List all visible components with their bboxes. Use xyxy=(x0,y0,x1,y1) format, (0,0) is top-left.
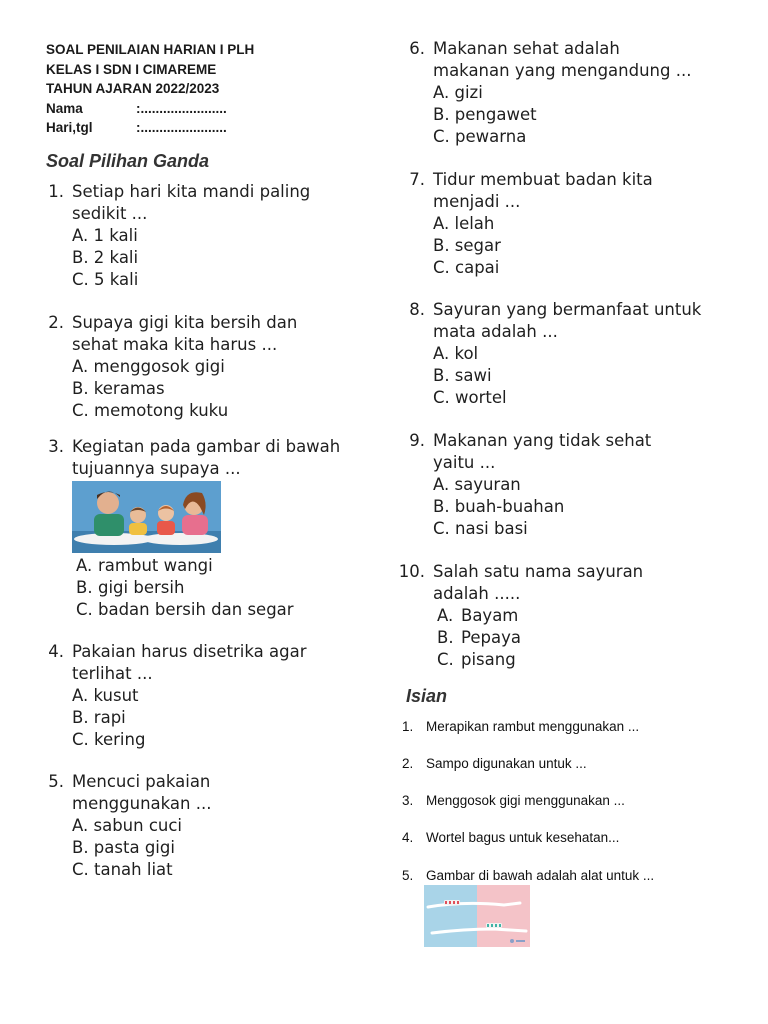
question-number: 6. xyxy=(409,39,425,58)
question-text: Setiap hari kita mandi paling xyxy=(72,182,311,201)
school-year: TAHUN AJARAN 2022/2023 xyxy=(46,81,220,96)
question-6 xyxy=(400,38,691,148)
exam-title: SOAL PENILAIAN HARIAN I PLH xyxy=(46,42,255,57)
option-a: A. rambut wangi xyxy=(76,556,213,575)
question-number: 7. xyxy=(409,170,425,189)
question-number: 1. xyxy=(48,182,64,201)
option-a: A. sayuran xyxy=(433,475,521,494)
fill-number: 2. xyxy=(402,756,414,771)
question-7 xyxy=(400,169,653,279)
question-3 xyxy=(46,436,340,480)
question-text: sedikit ... xyxy=(72,204,148,223)
option-c: C. nasi basi xyxy=(433,519,528,538)
question-text: terlihat ... xyxy=(72,664,153,683)
question-text: Salah satu nama sayuran xyxy=(433,562,644,581)
question-text: yaitu ... xyxy=(433,453,496,472)
date-label: Hari,tgl xyxy=(46,120,93,135)
question-text: makanan yang mengandung ... xyxy=(433,61,692,80)
question-number: 4. xyxy=(48,642,64,661)
section-multiple-choice: Soal Pilihan Ganda xyxy=(46,151,210,171)
option-c: C. capai xyxy=(433,258,500,277)
question-text: Tidur membuat badan kita xyxy=(433,170,653,189)
fill-number: 4. xyxy=(402,830,414,845)
option-c: C. 5 kali xyxy=(72,270,139,289)
option-b: B. rapi xyxy=(72,708,126,727)
fill-item-4 xyxy=(402,830,619,845)
question-5 xyxy=(46,771,211,881)
question-number: 10. xyxy=(398,562,425,581)
option-a: A. sabun cuci xyxy=(72,816,183,835)
option-b: B. pasta gigi xyxy=(72,838,175,857)
option-a: A. kol xyxy=(433,344,479,363)
question-number: 9. xyxy=(409,431,425,450)
name-row xyxy=(46,99,254,119)
option-b: B. sawi xyxy=(433,366,492,385)
name-label: Nama xyxy=(46,100,83,116)
class-school: KELAS I SDN I CIMAREME xyxy=(46,61,217,77)
question-10 xyxy=(396,561,643,671)
fill-text: Wortel bagus untuk kesehatan... xyxy=(426,830,620,845)
question-text: Makanan yang tidak sehat xyxy=(433,431,652,450)
question-text: mata adalah ... xyxy=(433,322,558,341)
fill-item-1 xyxy=(402,719,639,734)
option-a: A. menggosok gigi xyxy=(72,357,225,376)
question-number: 3. xyxy=(48,437,64,456)
fill-text: Menggosok gigi menggunakan ... xyxy=(426,793,625,808)
option-a: A. lelah xyxy=(433,214,495,233)
fill-number: 3. xyxy=(402,793,414,808)
question-text: Makanan sehat adalah xyxy=(433,39,620,58)
fill-text: Merapikan rambut menggunakan ... xyxy=(426,719,640,734)
option-c: C. kering xyxy=(72,730,146,749)
name-field: :....................... xyxy=(136,100,227,116)
option-c: C. pewarna xyxy=(433,127,527,146)
option-a: A. gizi xyxy=(433,83,483,102)
question-number: 8. xyxy=(409,300,425,319)
option-b: B. 2 kali xyxy=(72,248,139,267)
fill-item-3 xyxy=(402,793,625,808)
question-text: menggunakan ... xyxy=(72,794,212,813)
date-row xyxy=(46,118,254,138)
option-c: C. tanah liat xyxy=(72,860,173,879)
option-b: B. segar xyxy=(433,236,501,255)
question-4 xyxy=(46,641,307,751)
option-b: B. pengawet xyxy=(433,105,537,124)
option-c: C. pisang xyxy=(437,650,516,669)
question-text: Pakaian harus disetrika agar xyxy=(72,642,307,661)
fill-text: Gambar di bawah adalah alat untuk ... xyxy=(426,868,655,883)
family-brushing-teeth-photo xyxy=(72,481,221,553)
question-text: tujuannya supaya ... xyxy=(72,459,241,478)
question-text: Supaya gigi kita bersih dan xyxy=(72,313,298,332)
fill-item-5 xyxy=(402,868,654,883)
exam-header xyxy=(46,40,254,138)
option-b: B. keramas xyxy=(72,379,165,398)
question-number: 5. xyxy=(48,772,64,791)
question-text: Mencuci pakaian xyxy=(72,772,211,791)
option-c: C. memotong kuku xyxy=(72,401,229,420)
fill-number: 5. xyxy=(402,868,414,883)
option-b: B. buah-buahan xyxy=(433,497,565,516)
option-c: C. wortel xyxy=(433,388,507,407)
toothbrushes-photo xyxy=(424,885,530,947)
option-c: C. badan bersih dan segar xyxy=(76,600,294,619)
section-fill-in: Isian xyxy=(406,686,448,706)
question-1 xyxy=(46,181,310,291)
option-b: B. Pepaya xyxy=(437,628,521,647)
fill-number: 1. xyxy=(402,719,414,734)
fill-item-2 xyxy=(402,756,587,771)
question-2 xyxy=(46,312,297,422)
fill-text: Sampo digunakan untuk ... xyxy=(426,756,587,771)
option-a: A. 1 kali xyxy=(72,226,138,245)
question-9 xyxy=(400,430,651,540)
question-text: Sayuran yang bermanfaat untuk xyxy=(433,300,702,319)
question-text: sehat maka kita harus ... xyxy=(72,335,278,354)
question-number: 2. xyxy=(48,313,64,332)
option-a: A. kusut xyxy=(72,686,139,705)
question-text: adalah ..... xyxy=(433,584,521,603)
question-text: menjadi ... xyxy=(433,192,521,211)
option-b: B. gigi bersih xyxy=(76,578,185,597)
question-8 xyxy=(400,299,701,409)
question-text: Kegiatan pada gambar di bawah xyxy=(72,437,341,456)
option-a: A. Bayam xyxy=(437,606,519,625)
question-3-options xyxy=(76,555,294,621)
date-field: :....................... xyxy=(136,120,227,135)
